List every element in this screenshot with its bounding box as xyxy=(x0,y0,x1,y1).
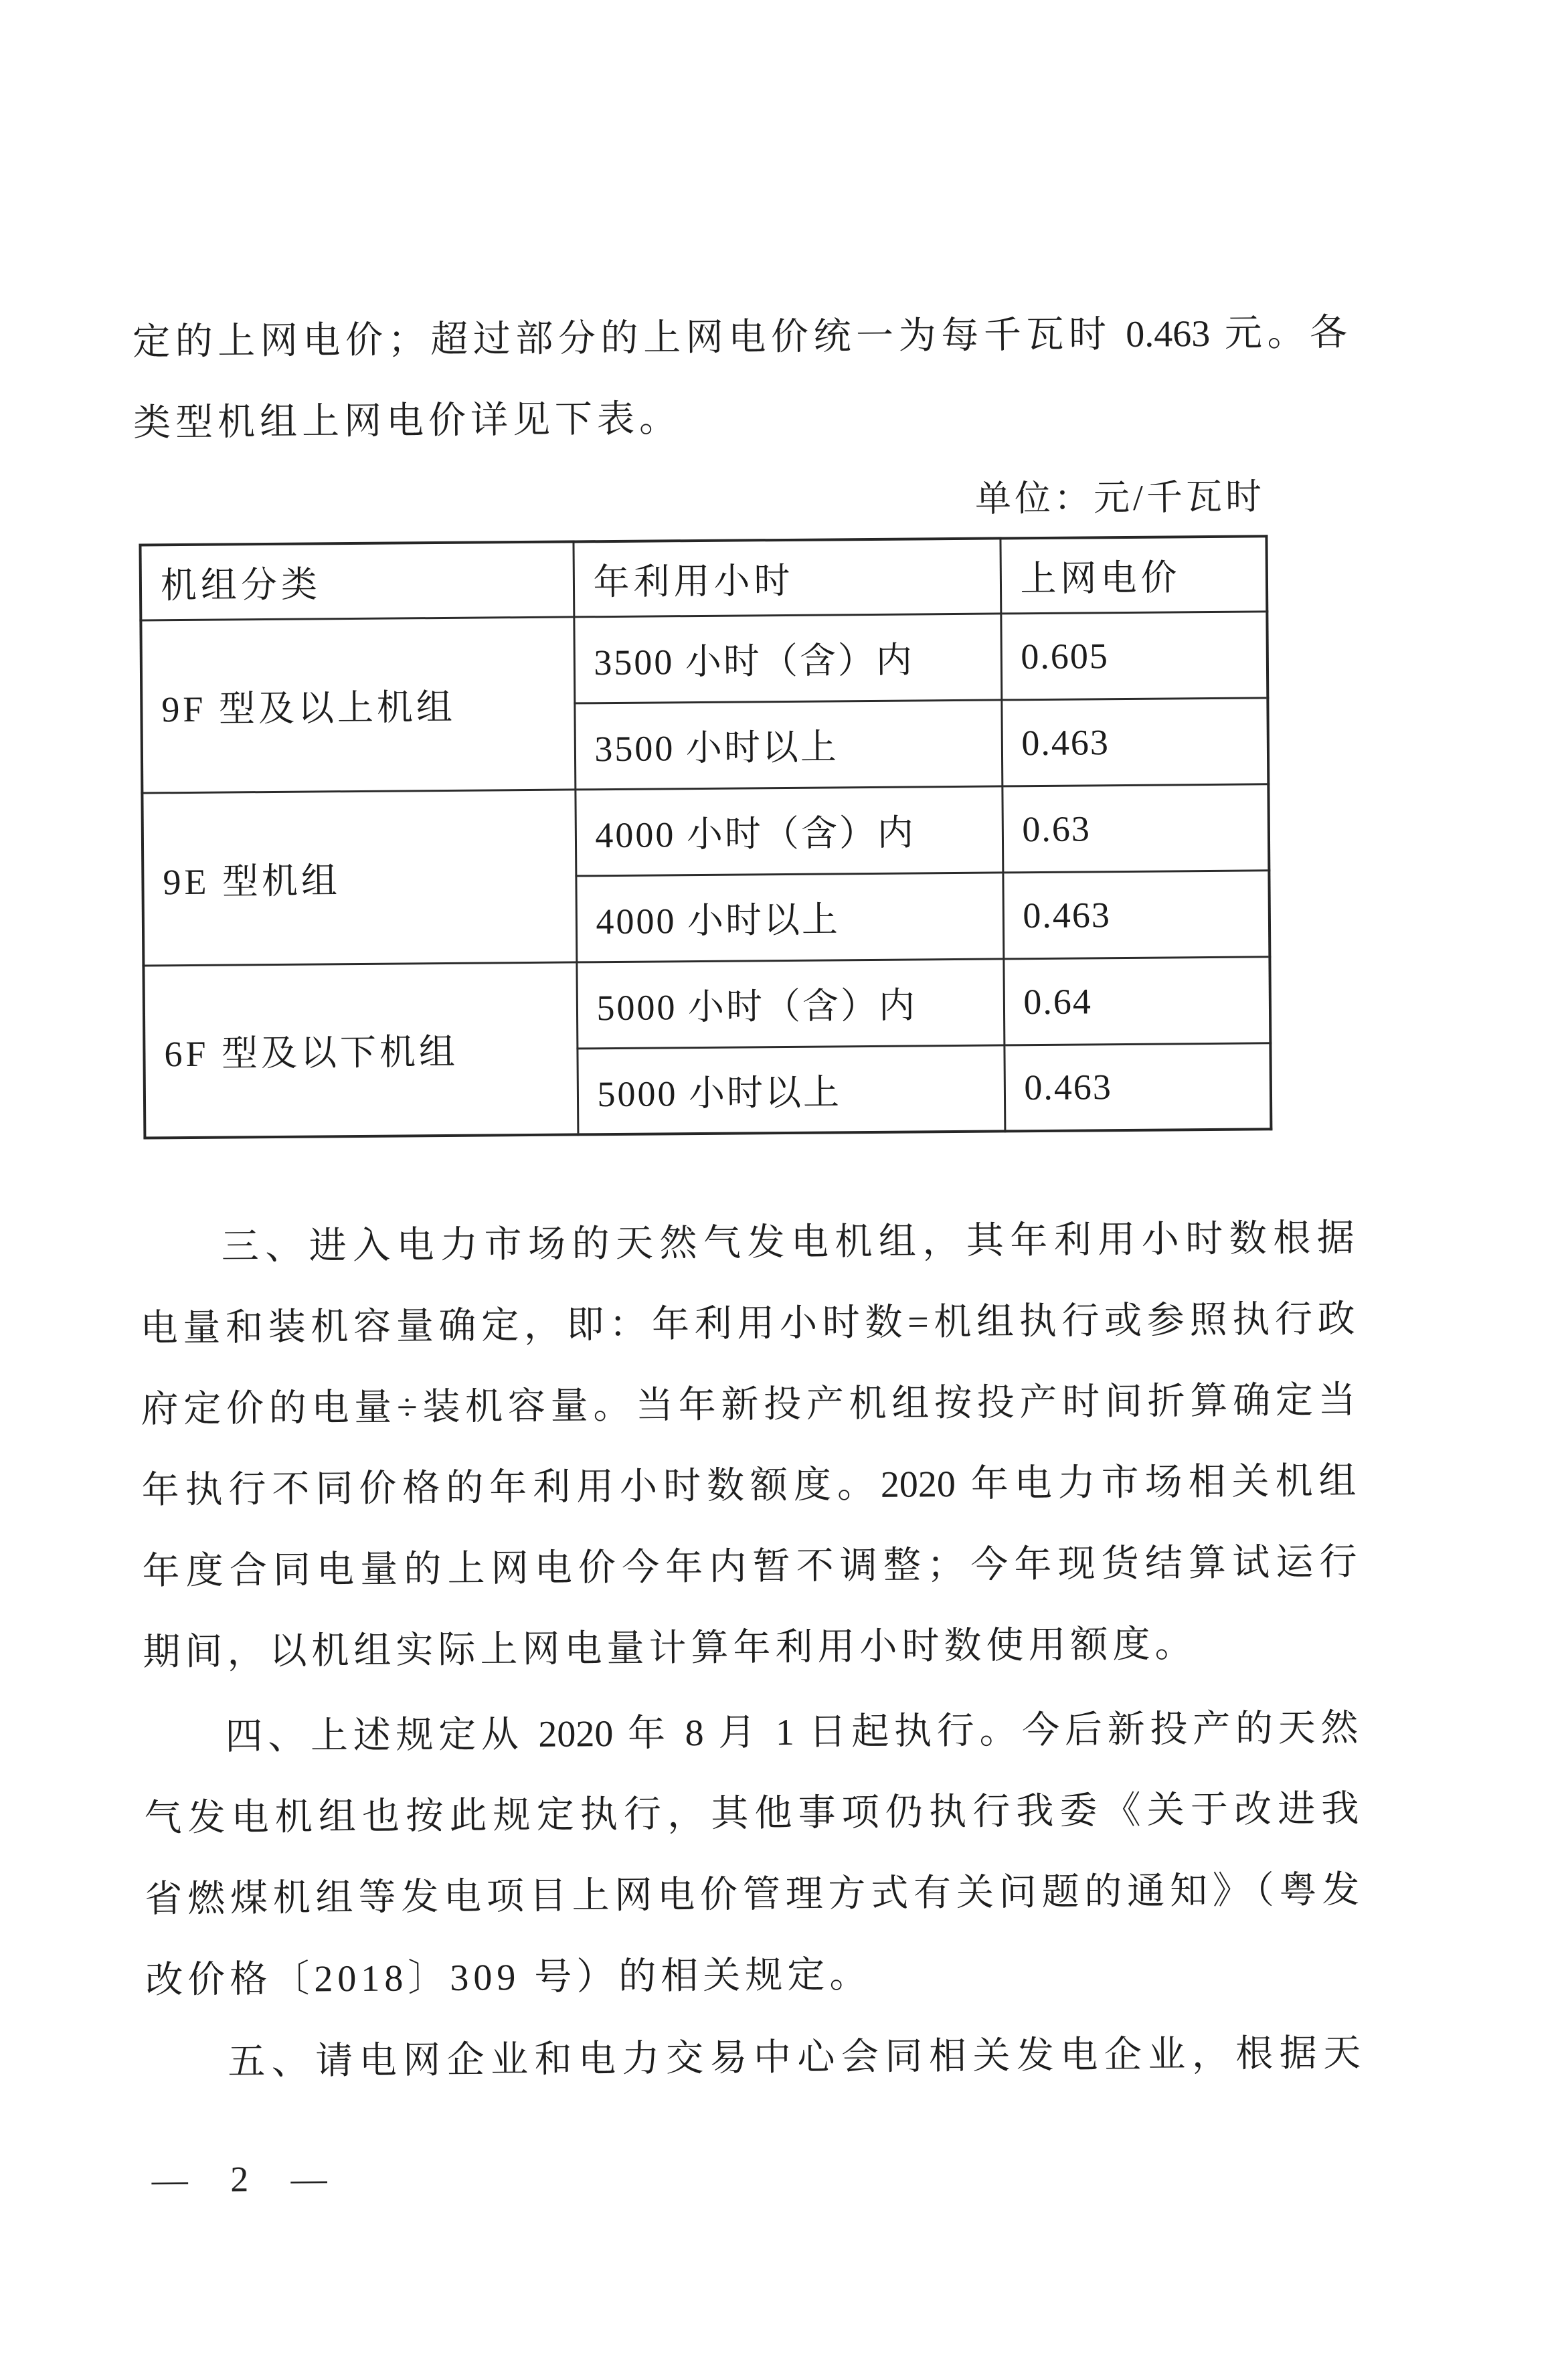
paragraph-three xyxy=(139,1198,1358,1693)
price-table-body xyxy=(141,611,1271,1138)
text-line: 年执行不同价格的年利用小时数额度。2020 年电力市场相关机组 xyxy=(141,1460,1357,1512)
hours-cell: 5000 小时以上 xyxy=(577,1045,1005,1134)
header-annual-hours: 年利用小时 xyxy=(573,538,1000,616)
price-cell: 0.63 xyxy=(1002,784,1269,872)
category-cell: 6F 型及以下机组 xyxy=(143,962,578,1138)
price-cell: 0.605 xyxy=(1000,611,1268,699)
text-line: 气发电机组也按此规定执行，其他事项仍执行我委《关于改进我 xyxy=(144,1788,1359,1840)
text-line: 省燃煤机组等发电项目上网电价管理方式有关问题的通知》（粤发 xyxy=(145,1869,1360,1921)
header-unit-category: 机组分类 xyxy=(140,541,574,620)
table-unit-label: 单位：元/千瓦时 xyxy=(974,476,1266,519)
price-table-header-row xyxy=(140,536,1267,620)
price-cell: 0.463 xyxy=(1001,697,1268,786)
category-cell: 9F 型及以上机组 xyxy=(141,616,575,792)
page-number: — 2 — xyxy=(151,2158,338,2200)
header-grid-price: 上网电价 xyxy=(1000,536,1267,613)
hours-cell: 3500 小时（含）内 xyxy=(574,613,1001,703)
paragraph-five xyxy=(146,2013,1361,2103)
hours-cell: 4000 小时（含）内 xyxy=(575,786,1003,875)
paragraph-four xyxy=(143,1688,1361,2021)
hours-cell: 4000 小时以上 xyxy=(576,872,1003,962)
hours-cell: 3500 小时以上 xyxy=(574,699,1002,789)
text-line: 府定价的电量÷装机容量。当年新投产机组按投产时间折算确定当 xyxy=(141,1379,1356,1431)
table-row xyxy=(142,784,1269,879)
text-line: 年度合同电量的上网电价今年内暂不调整；今年现货结算试运行 xyxy=(142,1541,1357,1593)
text-line: 四、上述规定从 2020 年 8 月 1 日起执行。今后新投产的天然 xyxy=(225,1707,1359,1758)
table-row xyxy=(143,956,1270,1051)
text-line: 改价格〔2018〕309 号）的相关规定。 xyxy=(145,1954,872,2002)
category-cell: 9E 型机组 xyxy=(142,789,576,965)
table-row xyxy=(141,611,1268,706)
text-line: 期间，以机组实际上网电量计算年利用小时数使用额度。 xyxy=(143,1623,1197,1674)
text-line: 五、请电网企业和电力交易中心会同相关发电企业，根据天 xyxy=(228,2032,1361,2083)
text-line: 三、进入电力市场的天然气发电机组，其年利用小时数根据 xyxy=(221,1217,1355,1268)
price-cell: 0.463 xyxy=(1003,870,1270,958)
price-cell: 0.463 xyxy=(1004,1043,1271,1131)
price-table xyxy=(139,535,1272,1139)
text-line: 定的上网电价；超过部分的上网电价统一为每千瓦时 0.463 元。各 xyxy=(132,312,1348,363)
intro-paragraph xyxy=(133,292,1348,464)
hours-cell: 5000 小时（含）内 xyxy=(576,958,1004,1048)
price-cell: 0.64 xyxy=(1003,956,1270,1045)
text-line: 类型机组上网电价详见下表。 xyxy=(133,398,682,444)
text-line: 电量和装机容量确定，即：年利用小时数=机组执行或参照执行政 xyxy=(140,1298,1355,1350)
